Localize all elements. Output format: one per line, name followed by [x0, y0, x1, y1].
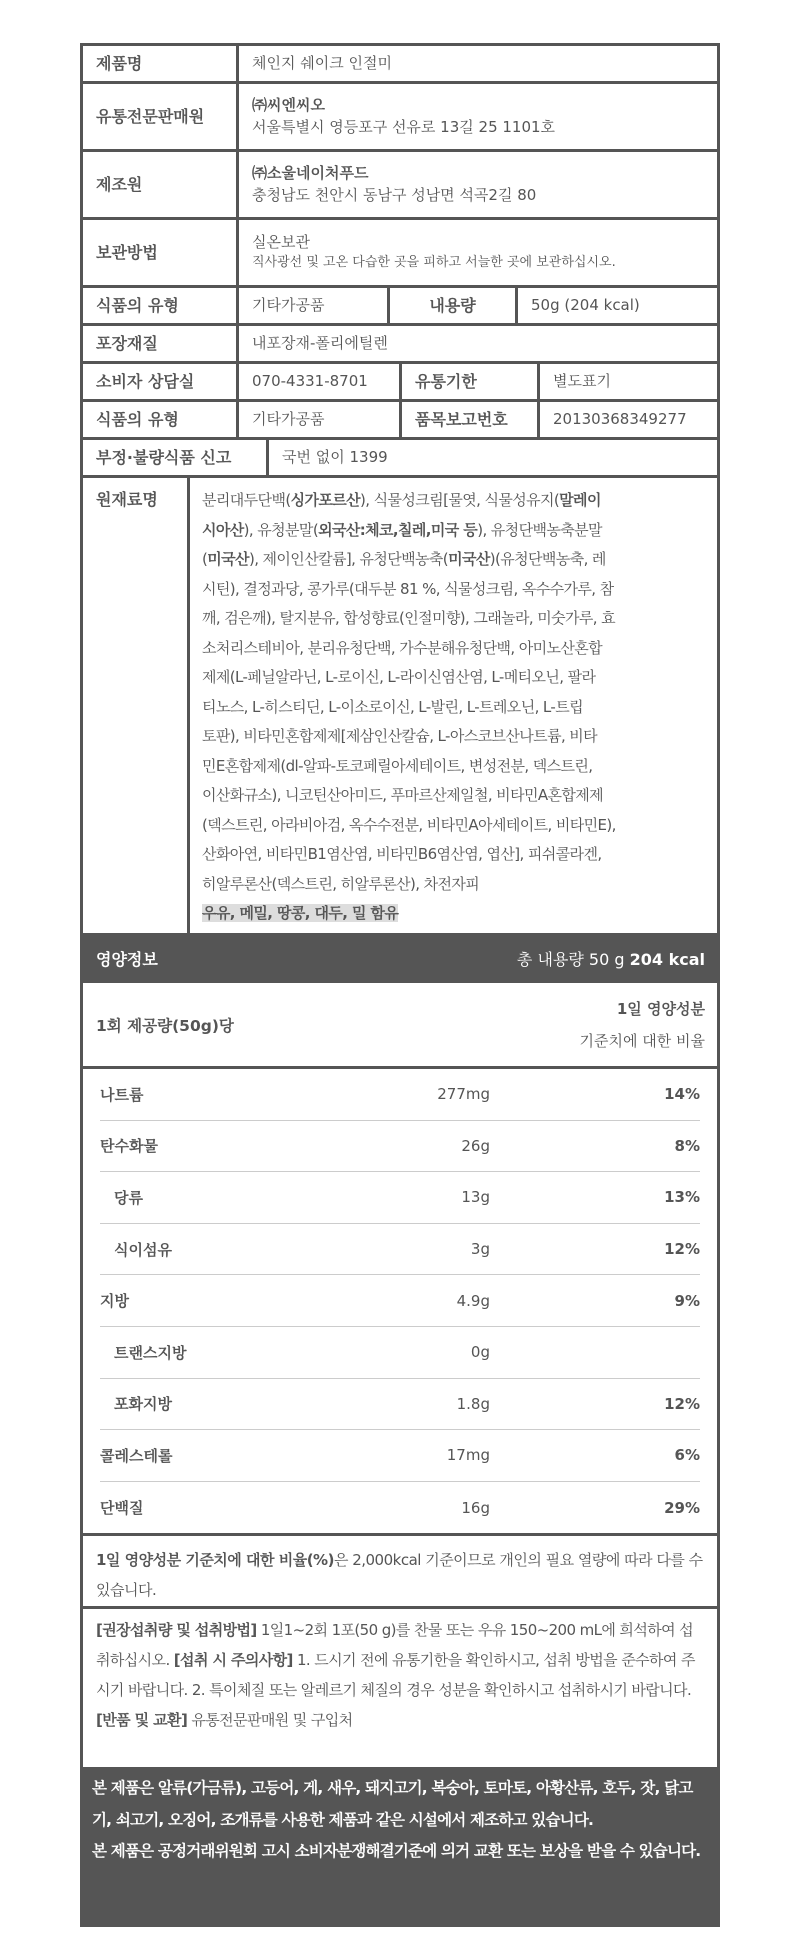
label: 제조원: [83, 152, 239, 217]
nutrient-name: 탄수화물: [100, 1137, 158, 1156]
notice-facility: 본 제품은 알류(가금류), 고등어, 게, 새우, 돼지고기, 복숭아, 토마토, 아황산류, 호두, 잣, 닭고기, 쇠고기, 오징어, 조개류를 사용한 제품과 같은 시설에서 제조하고 있습니다.: [92, 1779, 693, 1829]
ingredients-line: [202, 604, 616, 634]
label: 제품명: [83, 46, 239, 81]
label: 유통전문판매원: [83, 84, 239, 149]
ingredients-line: [202, 870, 616, 900]
nutrient-amount: 3g: [470, 1240, 490, 1259]
nutrition-header: [83, 933, 717, 983]
nutrient-daily-percent: 9%: [674, 1291, 700, 1310]
row-food-type: [83, 288, 717, 326]
origin-highlight: 미국산: [207, 550, 249, 568]
ingredient-text: (덱스트린, 아라비아검, 옥수수전분, 비타민A아세테이트, 비타민E),: [202, 815, 616, 834]
return-label: [반품 및 교환]: [96, 1711, 188, 1730]
serving-row: [83, 983, 717, 1069]
row-ingredients: [83, 478, 717, 933]
caution-label: [섭취 시 주의사항]: [173, 1651, 293, 1670]
nutrient-amount: 26g: [461, 1136, 490, 1155]
label: 부정·불량식품 신고: [83, 440, 269, 475]
nutrient-row: [100, 1327, 700, 1379]
ingredient-text: ), 제이인산칼륨], 유청단백농축(: [248, 550, 449, 568]
ingredients-line: [202, 781, 616, 811]
ingredient-text: )(유청단백농축, 레: [489, 550, 606, 568]
value: 기타가공품: [239, 288, 390, 323]
allergen-warning: 우유, 메밀, 땅콩, 대두, 밀 함유: [202, 904, 399, 922]
ingredient-text: 토판), 비타민혼합제제[제삼인산칼슘, L-아스코브산나트륨, 비타: [202, 727, 598, 745]
nutrient-daily-percent: 13%: [664, 1188, 700, 1207]
ingredient-text: ), 식물성크림[물엿, 식물성유지(: [360, 491, 560, 509]
note-text: 은 2,000kcal 기준이므로 개인의 필요 열량에 따라 다를 수 있습니다.: [96, 1551, 703, 1600]
ingredients-line: [202, 840, 616, 870]
nutrient-row: [100, 1069, 700, 1121]
label: 보관방법: [83, 220, 239, 285]
value: 내포장재-폴리에틸렌: [252, 333, 388, 352]
origin-highlight: 말레이: [559, 491, 601, 509]
nutrient-amount: 1.8g: [456, 1394, 490, 1413]
ingredients-line: [202, 486, 616, 516]
manufacturer-name: ㈜소울네이처푸드: [252, 163, 369, 182]
nutrient-daily-percent: 12%: [664, 1394, 700, 1413]
label: 포장재질: [83, 326, 239, 361]
ingredient-text: 깨, 검은깨), 탈지분유, 합성향료(인절미향), 그래놀라, 미숫가루, 효: [202, 609, 616, 627]
row-report: [83, 440, 717, 478]
ingredient-text: 티노스, L-히스티딘, L-이소로이신, L-발린, L-트레오닌, L-트립: [202, 697, 584, 716]
daily-value-header: [580, 993, 705, 1057]
ingredient-text: 분리대두단백(: [202, 491, 291, 509]
value: [239, 220, 717, 285]
manufacturer-address: 충청남도 천안시 동남구 성남면 석곡2길 80: [252, 185, 537, 204]
intake-label: [권장섭취량 및 섭취방법]: [96, 1621, 257, 1640]
serving-size: 1회 제공량(50g)당: [96, 1016, 234, 1035]
nutrition-rows: [83, 1069, 717, 1536]
ingredient-text: ), 유청단백농축분말: [477, 520, 602, 539]
notice-compensation: 본 제품은 공정거래위원회 고시 소비자분쟁해결기준에 의거 교환 또는 보상을 받을 수 있습니다.: [92, 1842, 701, 1860]
ingredients-line: [202, 634, 616, 664]
value: 체인지 쉐이크 인절미: [252, 53, 392, 72]
nutrient-row: [100, 1172, 700, 1224]
nutrient-row: [100, 1482, 700, 1534]
ingredient-text: 히알루론산(덱스트린, 히알루론산), 차전자피: [202, 874, 480, 893]
distributor-name: ㈜씨엔씨오: [252, 95, 325, 114]
ingredients-line: [202, 575, 616, 605]
value: 50g (204 kcal): [531, 295, 640, 314]
nutrient-daily-percent: 12%: [664, 1240, 700, 1259]
nutrition-title: 영양정보: [96, 949, 158, 969]
total-content: [517, 947, 705, 970]
ingredient-text: 제제(L-페닐알라닌, L-로이신, L-라이신염산염, L-메티오닌, 팔라: [202, 668, 596, 686]
ingredient-text: (: [202, 550, 208, 568]
ingredient-text: 이산화규소), 니코틴산아미드, 푸마르산제일철, 비타민A혼합제제: [202, 786, 604, 804]
row-packaging: [83, 326, 717, 364]
value: 별도표기: [553, 371, 611, 390]
nutrient-amount: 16g: [461, 1498, 490, 1517]
nutrient-amount: 0g: [470, 1343, 490, 1362]
nutrient-row: [100, 1379, 700, 1431]
return-text: 유통전문판매원 및 구입처: [187, 1711, 353, 1730]
ingredient-text: 시틴), 결정과당, 콩가루(대두분 81 %, 식물성크림, 옥수수가루, 참: [202, 579, 614, 598]
label: 소비자 상담실: [83, 364, 239, 399]
distributor-address: 서울특별시 영등포구 선유로 13길 25 1101호: [252, 117, 556, 136]
nutrient-daily-percent: 6%: [674, 1446, 700, 1465]
ingredients-line: [202, 722, 616, 752]
nutrient-name: 트랜스지방: [114, 1343, 187, 1362]
nutrient-amount: 277mg: [437, 1085, 490, 1104]
nutrient-name: 지방: [100, 1292, 129, 1311]
origin-highlight: 미국산: [448, 550, 490, 568]
ingredients-line: [202, 663, 616, 693]
value: [239, 152, 717, 217]
ingredient-text: 민E혼합제제(dl-알파-토코페릴아세테이트, 변성전분, 덱스트린,: [202, 756, 593, 775]
intake-text: 1일1~2회 1포(50 g)를 찬물 또는 우유 150~200 mL에 희석하여 섭취하십시오.: [96, 1621, 694, 1670]
nutrient-row: [100, 1430, 700, 1482]
value: [239, 84, 717, 149]
storage: 실온보관: [252, 233, 310, 252]
value: 국번 없이 1399: [282, 447, 388, 466]
total-amount: 총 내용량 50 g: [516, 949, 625, 969]
row-storage: [83, 220, 717, 288]
value: 070-4331-8701: [239, 364, 402, 399]
ingredient-text: ), 유청분말(: [243, 520, 319, 539]
product-info-label: [80, 43, 720, 1769]
intake-guide: [83, 1609, 717, 1769]
nutrient-row: [100, 1275, 700, 1327]
label: 내용량: [390, 288, 518, 323]
nutrient-daily-percent: 29%: [664, 1498, 700, 1517]
dv-sub: 기준치에 대한 비율: [579, 1031, 705, 1050]
nutrient-name: 당류: [114, 1188, 143, 1207]
note-bold: 1일 영양성분 기준치에 대한 비율(%): [96, 1551, 334, 1570]
label: 원재료명: [83, 478, 190, 933]
ingredients-line: [202, 545, 616, 575]
ingredients-text: [190, 478, 624, 933]
label: 유통기한: [402, 364, 540, 399]
row-consumer: [83, 364, 717, 402]
nutrient-daily-percent: 14%: [664, 1085, 700, 1104]
ingredients-line: [202, 811, 616, 841]
nutrient-name: 단백질: [100, 1499, 144, 1518]
label: 품목보고번호: [402, 402, 540, 437]
nutrient-name: 나트륨: [100, 1085, 144, 1104]
nutrient-row: [100, 1121, 700, 1173]
nutrient-row: [100, 1224, 700, 1276]
ingredients-line: [202, 752, 616, 782]
ingredient-text: 소처리스테비아, 분리유청단백, 가수분해유청단백, 아미노산혼합: [202, 638, 603, 657]
ingredients-line: [202, 516, 616, 546]
daily-value-note: [83, 1536, 717, 1609]
origin-highlight: 외국산:체코,칠레,미국 등: [318, 520, 478, 539]
row-distributor: [83, 84, 717, 152]
dv-title: 1일 영양성분: [616, 999, 705, 1018]
label: 식품의 유형: [83, 288, 239, 323]
value: 기타가공품: [239, 402, 402, 437]
nutrient-amount: 4.9g: [456, 1291, 490, 1310]
nutrient-name: 포화지방: [114, 1395, 172, 1414]
value: 20130368349277: [553, 409, 687, 428]
nutrient-daily-percent: 8%: [674, 1136, 700, 1155]
ingredients-line: [202, 693, 616, 723]
label: 식품의 유형: [83, 402, 239, 437]
row-food-type-2: [83, 402, 717, 440]
nutrient-name: 식이섬유: [114, 1240, 172, 1259]
row-product-name: [83, 46, 717, 84]
storage-note: 직사광선 및 고온 다습한 곳을 피하고 서늘한 곳에 보관하십시오.: [252, 254, 616, 270]
ingredient-text: 산화아연, 비타민B1염산염, 비타민B6염산염, 엽산], 피쉬콜라겐,: [202, 845, 602, 863]
allergen-notice: [80, 1767, 720, 1927]
caution-text: 1. 드시기 전에 유통기한을 확인하시고, 섭취 방법을 준수하여 주시기 바랍니다. 2. 특이체질 또는 알레르기 체질의 경우 성분을 확인하시고 섭취하시기 바랍니다.: [96, 1651, 695, 1700]
nutrient-amount: 17mg: [446, 1446, 490, 1465]
origin-highlight: 시아산: [202, 520, 244, 539]
total-kcal: 204 kcal: [629, 949, 705, 969]
row-manufacturer: [83, 152, 717, 220]
nutrient-name: 콜레스테롤: [100, 1446, 173, 1465]
origin-highlight: 싱가포르산: [290, 491, 361, 509]
nutrient-amount: 13g: [461, 1188, 490, 1207]
